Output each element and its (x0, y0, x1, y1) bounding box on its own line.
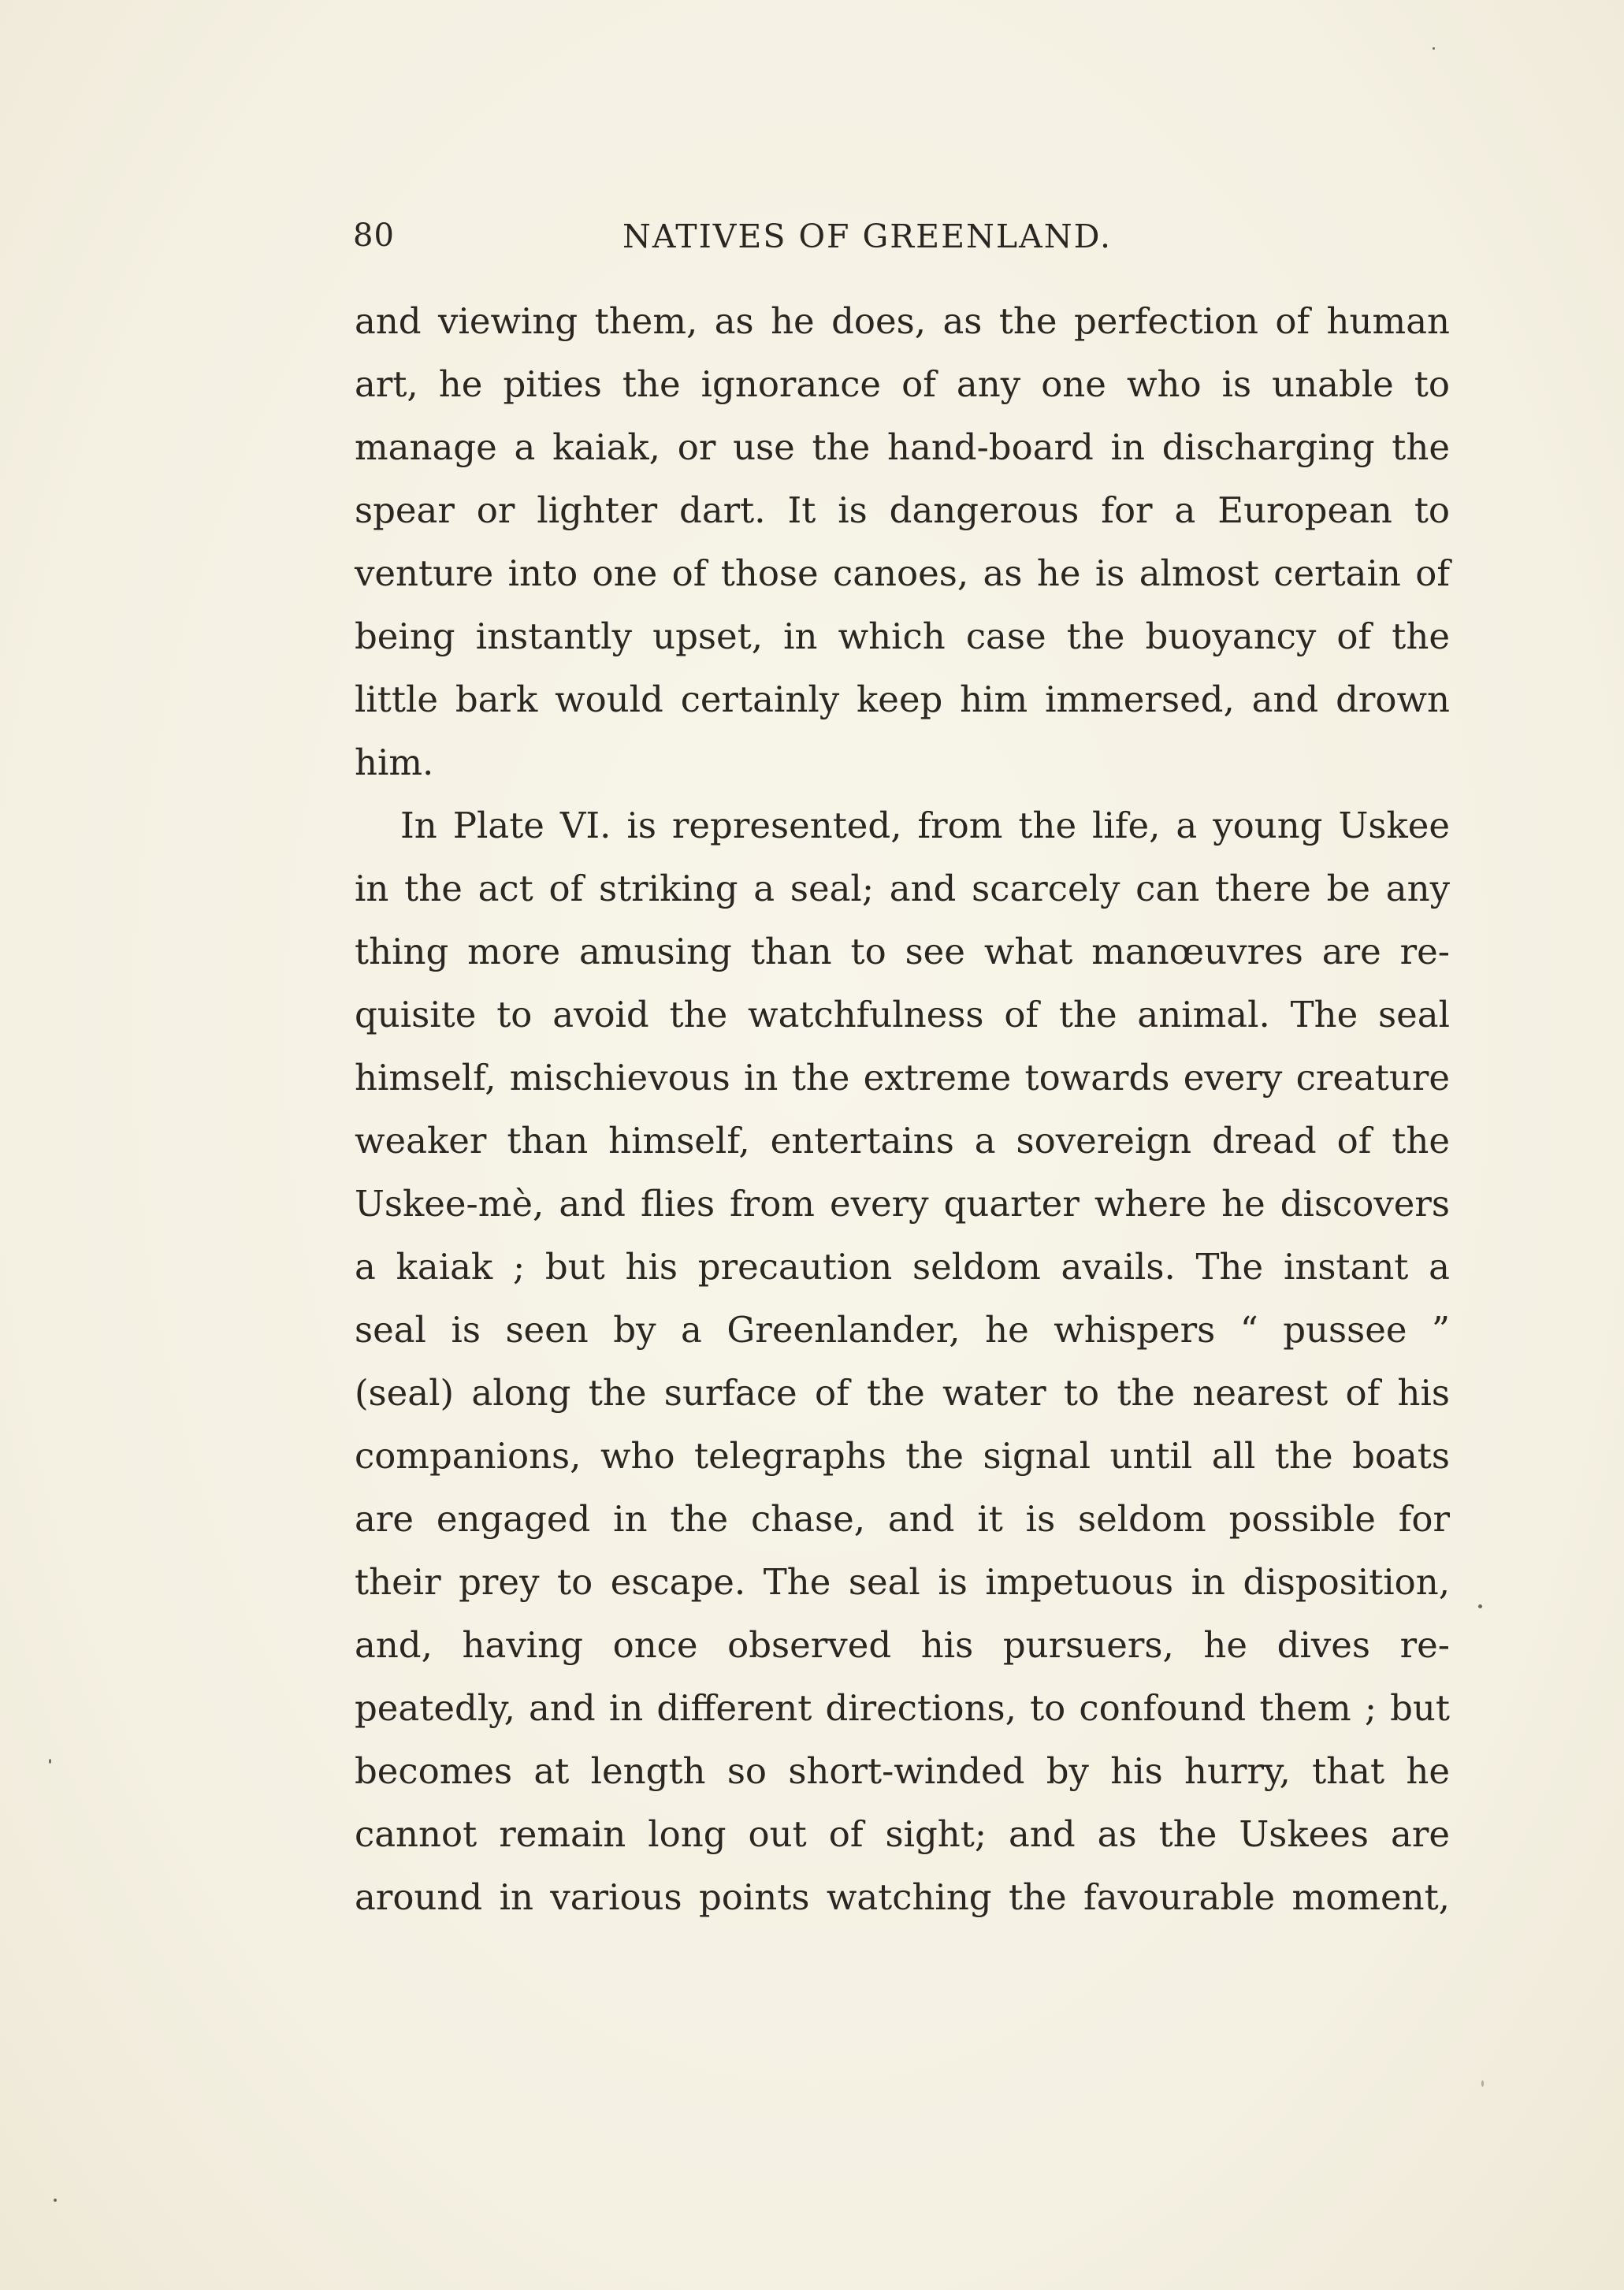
text-line: seal is seen by a Greenlander, he whispers “ pussee ” (355, 1309, 1450, 1351)
text-line: spear or lighter dart. It is dangerous for a European to (355, 489, 1450, 531)
text-line: himself, mischievous in the extreme towards every creature (355, 1057, 1450, 1099)
text-line: cannot remain long out of sight; and as the Uskees are (355, 1813, 1450, 1855)
text-line: (seal) along the surface of the water to the nearest of his (355, 1372, 1450, 1414)
text-line: and viewing them, as he does, as the perfection of human (355, 300, 1450, 342)
text-line: art, he pities the ignorance of any one who is unable to (355, 363, 1450, 405)
paragraph-start-line: In Plate VI. is represented, from the life, a young Uskee (400, 805, 1450, 846)
paper-speck (1478, 1604, 1482, 1608)
paper-speck (1433, 47, 1435, 50)
text-line: a kaiak ; but his precaution seldom avails. The instant a (355, 1246, 1450, 1288)
running-title: NATIVES OF GREENLAND. (622, 217, 1113, 255)
text-line: manage a kaiak, or use the hand-board in discharging the (355, 426, 1450, 468)
text-line: him. (355, 742, 434, 783)
text-line: weaker than himself, entertains a sovereign dread of the (355, 1120, 1450, 1162)
paper-speck (1481, 2080, 1484, 2087)
page-header (353, 217, 1448, 265)
text-line: being instantly upset, in which case the buoyancy of the (355, 615, 1450, 657)
text-line: their prey to escape. The seal is impetuous in disposition, (355, 1561, 1450, 1603)
paper-speck (54, 2199, 57, 2202)
text-line: are engaged in the chase, and it is seldom possible for (355, 1498, 1450, 1540)
text-line: little bark would certainly keep him immersed, and drown (355, 678, 1450, 720)
text-line: in the act of striking a seal; and scarcely can there be any (355, 868, 1450, 909)
text-line: and, having once observed his pursuers, he dives re- (355, 1624, 1450, 1666)
paper-speck (49, 1759, 51, 1764)
text-line: Uskee-mè, and flies from every quarter where he discovers (355, 1183, 1450, 1225)
body-text (355, 290, 1450, 1929)
text-line: venture into one of those canoes, as he is almost certain of (355, 552, 1450, 594)
text-line: quisite to avoid the watchfulness of the animal. The seal (355, 994, 1450, 1035)
text-line: peatedly, and in different directions, to confound them ; but (355, 1687, 1450, 1729)
text-line: becomes at length so short-winded by his hurry, that he (355, 1750, 1450, 1792)
page-number: 80 (353, 217, 395, 254)
text-line: thing more amusing than to see what manœuvres are re- (355, 931, 1450, 972)
text-line: companions, who telegraphs the signal until all the boats (355, 1435, 1450, 1477)
text-line: around in various points watching the favourable moment, (355, 1876, 1450, 1918)
